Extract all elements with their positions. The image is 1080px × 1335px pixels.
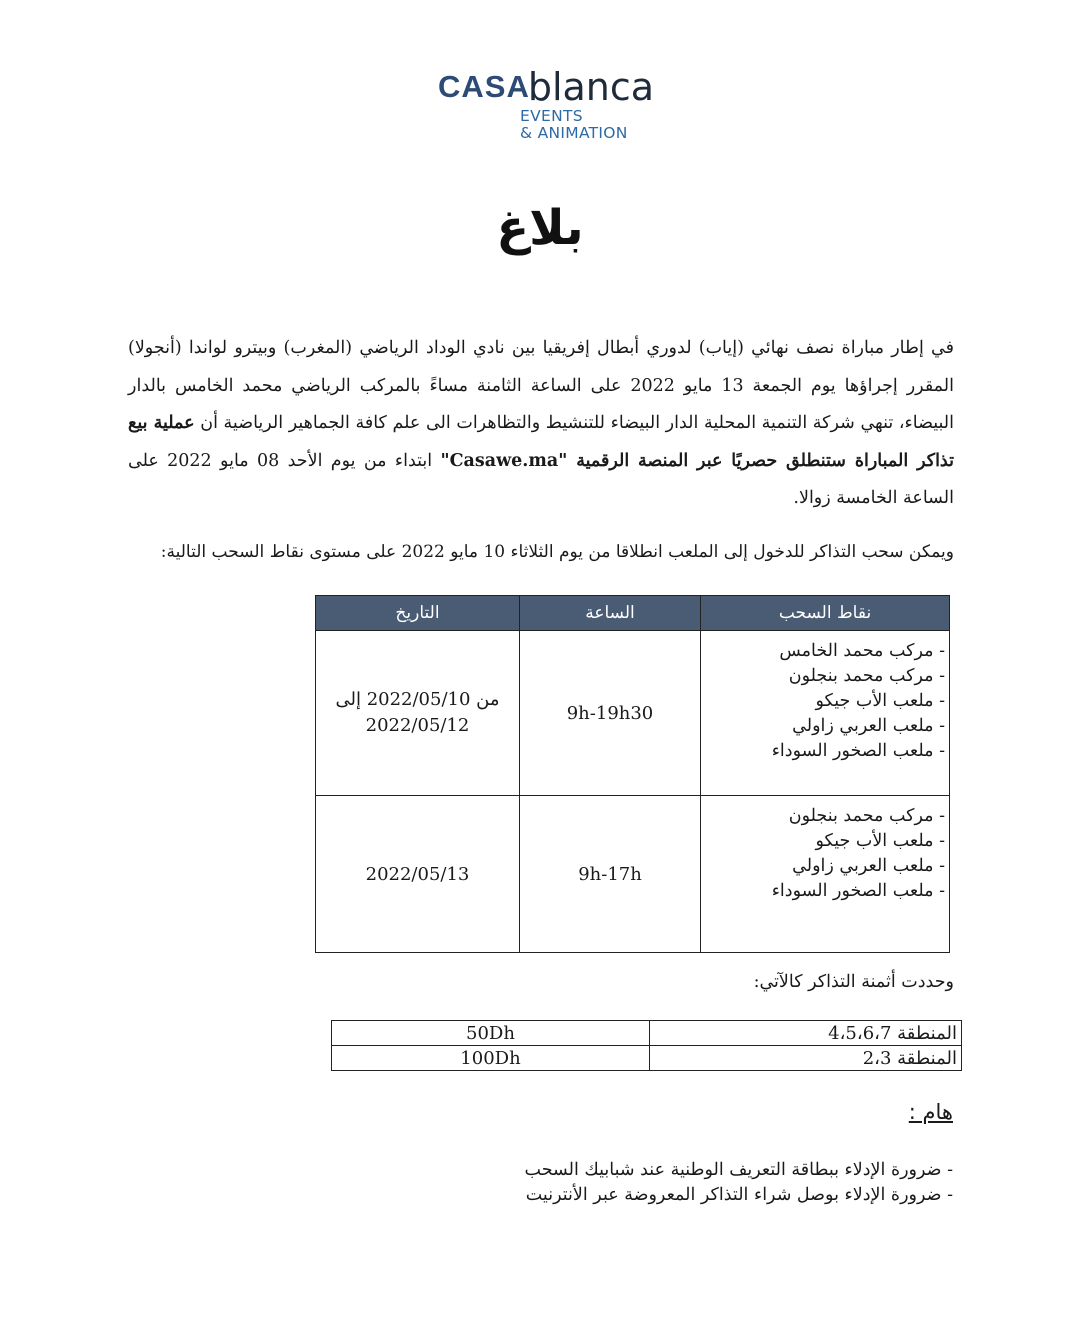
intro-paragraph [128,330,954,518]
place-item: - مركب محمد بنجلون [788,806,945,826]
casablanca-events-logo [438,62,655,152]
schedule-row [316,796,950,953]
price-row [332,1046,962,1071]
price-cell: 50Dh [332,1021,650,1046]
time-cell: 9h-17h [520,796,701,953]
logo-casa-text: CASA [438,69,530,104]
place-item: - ملعب العربي زاولي [792,856,945,876]
price-cell: 100Dh [332,1046,650,1071]
place-item: - ملعب الصخور السوداء [771,881,945,901]
place-item: - ملعب الصخور السوداء [771,741,945,761]
zone-cell: المنطقة 2،3 [650,1046,962,1071]
intro-text-bold: عملية بيع تذاكر المباراة ستنطلق حصريًا عبر المنصة الرقمية "Casawe.ma" [128,413,954,471]
price-row [332,1021,962,1046]
place-item: - مركب محمد الخامس [779,641,945,661]
intro-text-part1: في إطار مباراة نصف نهائي (إياب) لدوري أبطال إفريقيا بين نادي الوداد الرياضي (المغرب) وبيترو لواندا (أنجولا) المقرر إجراؤها يوم الجمعة 13 مايو 2022 على الساعة الثامنة مساءً بالمركب الرياضي محمد الخامس بالدار البيضاء، تنهي شركة التنمية المحلية الدار البيضاء للتنشيط والتظاهرات الى علم كافة الجماهير الرياضية أن [128,338,954,433]
intro-text-part2: ابتداء من يوم الأحد 08 مايو 2022 على الساعة الخامسة زوالا. [128,450,954,508]
prices-label: وحددت أثمنة التذاكر كالآتي: [753,972,954,992]
logo-line-animation: & ANIMATION [520,124,628,142]
prices-table [331,1020,962,1071]
schedule-table [315,595,950,953]
important-heading: هام : [908,1100,953,1124]
place-item: - ملعب الأب جيكو [815,691,945,711]
place-item: - ملعب العربي زاولي [792,716,945,736]
logo-blanca-text: blanca [527,65,655,109]
date-cell [316,631,520,796]
draw-points-intro: ويمكن سحب التذاكر للدخول إلى الملعب انطلاقا من يوم الثلاثاء 10 مايو 2022 على مستوى نقاط السحب التالية: [160,542,954,562]
places-cell [701,796,950,953]
header-places: نقاط السحب [701,596,950,631]
document-title: بلاغ [496,200,584,256]
note-item: - ضرورة الإدلاء بوصل شراء التذاكر المعروضة عبر الأنترنيت [525,1185,953,1205]
time-cell: 9h-19h30 [520,631,701,796]
header-time: الساعة [520,596,701,631]
zone-cell: المنطقة 4،5،6،7 [650,1021,962,1046]
date-text: من 2022/05/10 إلى 2022/05/12 [335,689,500,736]
schedule-row [316,631,950,796]
logo-line-events: EVENTS [520,107,583,125]
places-cell [701,631,950,796]
schedule-header-row [316,596,950,631]
place-item: - مركب محمد بنجلون [788,666,945,686]
logo-subtitle [520,108,628,142]
place-item: - ملعب الأب جيكو [815,831,945,851]
date-cell: 2022/05/13 [316,796,520,953]
important-notes [128,1158,953,1208]
header-date: التاريخ [316,596,520,631]
note-item: - ضرورة الإدلاء ببطاقة التعريف الوطنية عند شبابيك السحب [524,1160,953,1180]
